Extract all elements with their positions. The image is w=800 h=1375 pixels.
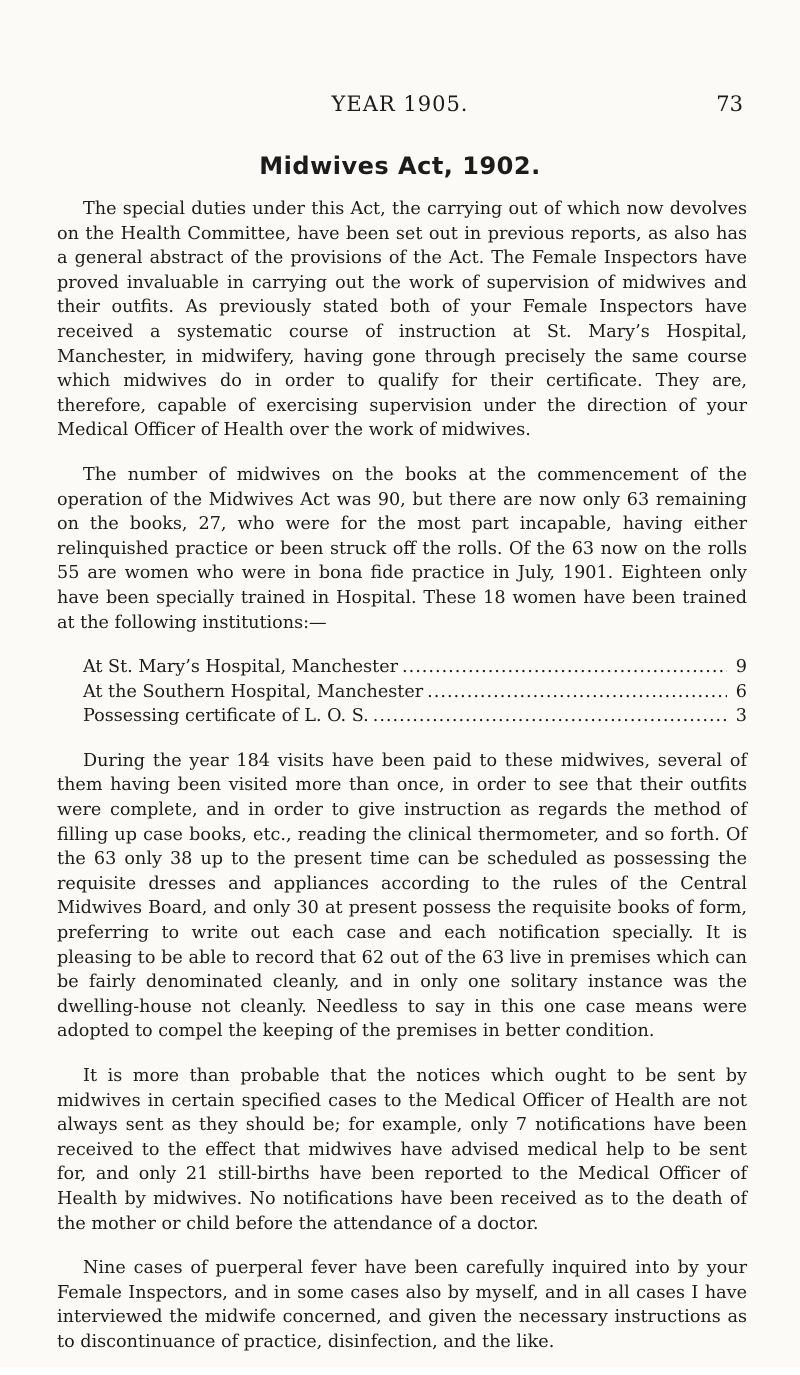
paragraph: The number of midwives on the books at the commencement of the operation of the Midwives Act was 90, but there are now only 63 remaining on the books, 27, who were for the most part incapable, having either relinquished practice or been struck off the rolls. Of the 63 now on the rolls 55 are women who were in bona fide practice in July, 1901. Eighteen only have been specially trained in Hospital. These 18 women have been trained at the following institutions:—	[57, 464, 747, 633]
paragraph: The special duties under this Act, the carrying out of which now devolves on the Health Committee, have been set out in previous reports, as also has a general abstract of the provisions of the Act. The Female Inspectors have proved invaluable in carrying out the work of supervision of midwives and their outfits. As previously stated both of your Female Inspectors have received a systematic course of instruction at St. Mary’s Hospital, Manchester, in midwifery, having gone through precisely the same course which midwives do in order to qualify for their certificate. They are, therefore, capable of exercising supervision under the direction of your Medical Officer of Health over the work of midwives.	[57, 199, 747, 441]
institutions-list	[57, 655, 747, 729]
running-title: YEAR 1905.	[331, 92, 469, 116]
institution-label: At St. Mary’s Hospital, Manchester	[83, 657, 399, 678]
institution-label: Possessing certificate of L. O. S.	[83, 706, 369, 727]
dot-leader	[427, 680, 727, 705]
dot-leader	[402, 655, 727, 680]
paragraph: During the year 184 visits have been paid to these midwives, several of them having been visited more than once, in order to see that their outfits were complete, and in order to give instruction as regards the method of filling up case books, etc., reading the clinical thermometer, and so forth. Of the 63 only 38 up to the present time can be scheduled as possessing the requisite dresses and appliances according to the rules of the Central Midwives Board, and only 30 at present possess the requisite books of form, preferring to write out each case and each notification specially. It is pleasing to be able to record that 62 out of the 63 live in premises which can be fairly denominated cleanly, and in only one solitary instance was the dwelling-house not cleanly. Needless to say in this one case means were adopted to compel the keeping of the premises in better condition.	[57, 750, 747, 1042]
page-number: 73	[716, 92, 743, 116]
institution-count: 3	[735, 706, 747, 727]
paragraph: It is more than probable that the notices which ought to be sent by midwives in certain specified cases to the Medical Officer of Health are not always sent as they should be; for example, only 7 notifications have been received to the effect that midwives have advised medical help to be sent for, and only 21 still-births have been reported to the Medical Officer of Health by midwives. No notifications have been received as to the death of the mother or child before the attendance of a doctor.	[57, 1066, 747, 1234]
institution-row	[57, 704, 747, 729]
institution-count: 6	[735, 681, 747, 702]
body-text	[57, 197, 747, 1375]
section-heading: Midwives Act, 1902.	[259, 152, 541, 180]
dot-leader	[373, 704, 727, 729]
paragraph: Nine cases of puerperal fever have been carefully inquired into by your Female Inspectors, and in some cases also by myself, and in all cases I have interviewed the midwife concerned, and given the necessary instructions as to discontinuance of practice, disinfection, and the like.	[57, 1258, 747, 1352]
institution-count: 9	[735, 657, 747, 678]
institution-label: At the Southern Hospital, Manchester	[83, 681, 424, 702]
running-head	[0, 92, 800, 122]
institution-row	[57, 680, 747, 705]
institution-row	[57, 655, 747, 680]
